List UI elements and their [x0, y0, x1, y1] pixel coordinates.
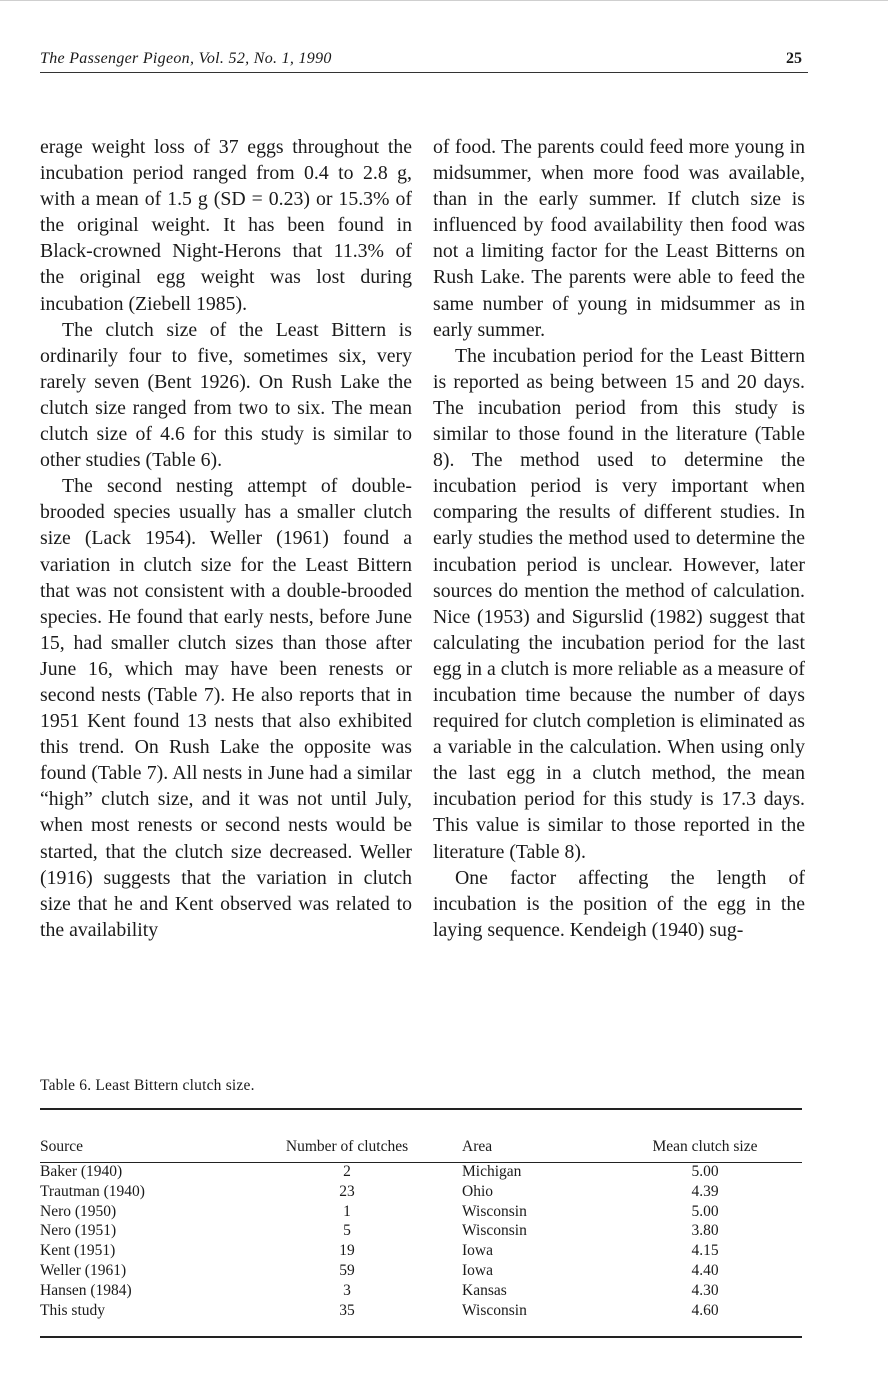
- table-row: [40, 1261, 802, 1281]
- table-caption: Table 6. Least Bittern clutch size.: [40, 1077, 255, 1094]
- cell-area: Wisconsin: [462, 1301, 527, 1319]
- cell-source: This study: [40, 1301, 106, 1319]
- column-header-mean-clutch-size: Mean clutch size: [652, 1138, 758, 1155]
- cell-source: Trautman (1940): [40, 1182, 145, 1200]
- cell-number-of-clutches: 35: [339, 1301, 355, 1319]
- cell-area: Iowa: [462, 1261, 493, 1279]
- paragraph: The incubation period for the Least Bittern is reported as being between 15 and 20 days. The incubation period from this study is similar to those found in the literature (Table 8). The method used to determine the incubation period is very important when comparing the results of different studies. In early studies the method used to determine the incubation period is unclear. However, later sources do mention the method of calculation. Nice (1953) and Sigurslid (1982) suggest that calculating the incubation period for the last egg in a clutch is more reliable as a measure of incubation time because the number of days required for clutch completion is eliminated as a variable in the calculation. When using only the last egg in a clutch method, the mean incubation period for this study is 17.3 days. This value is similar to those reported in the literature (Table 8).: [433, 344, 805, 863]
- cell-mean-clutch-size: 4.40: [691, 1261, 719, 1279]
- cell-number-of-clutches: 23: [339, 1182, 355, 1200]
- table-row: [40, 1241, 802, 1261]
- cell-number-of-clutches: 3: [343, 1281, 351, 1299]
- header-rule: [40, 72, 808, 73]
- cell-source: Kent (1951): [40, 1242, 116, 1260]
- cell-area: Kansas: [462, 1281, 507, 1299]
- column-header-number-of-clutches: Number of clutches: [285, 1138, 409, 1155]
- paragraph: erage weight loss of 37 eggs throughout the incubation period ranged from 0.4 to 2.8 g, with a mean of 1.5 g (SD = 0.23) or 15.3% of the original weight. It has been found in Black-crowned Night-Herons that 11.3% of the original egg weight was lost during incubation (Ziebell 1985).: [40, 136, 412, 315]
- page-number: 25: [786, 50, 802, 67]
- cell-area: Ohio: [462, 1182, 493, 1200]
- table-header-rule: [40, 1162, 802, 1163]
- paragraph: The clutch size of the Least Bittern is ordinarily four to five, sometimes six, very rarely seven (Bent 1926). On Rush Lake the clutch size ranged from two to six. The mean clutch size of 4.6 for this study is similar to other studies (Table 6).: [40, 318, 412, 472]
- cell-source: Baker (1940): [40, 1163, 123, 1180]
- cell-area: Wisconsin: [462, 1202, 527, 1220]
- cell-source: Hansen (1984): [40, 1281, 132, 1299]
- table-top-rule: [40, 1108, 802, 1110]
- right-text-column: [433, 134, 805, 943]
- cell-mean-clutch-size: 5.00: [691, 1163, 719, 1180]
- table-bottom-rule: [40, 1336, 802, 1338]
- cell-area: Iowa: [462, 1242, 493, 1260]
- paragraph: The second nesting attempt of double-brooded species usually has a smaller clutch size (Lack 1954). Weller (1961) found a variation in clutch size for the Least Bittern that was not consistent with a double-brooded species. He found that early nests, before June 15, had smaller clutch sizes than those after June 16, which may have been renests or second nests (Table 7). He also reports that in 1951 Kent found 13 nests that also exhibited this trend. On Rush Lake the opposite was found (Table 7). All nests in June had a similar “high” clutch size, and it was not until July, when most renests or second nests would be started, that the clutch size decreased. Weller (1916) suggests that the variation in clutch size that he and Kent observed was related to the availability: [40, 475, 412, 941]
- cell-mean-clutch-size: 4.39: [691, 1182, 719, 1200]
- cell-number-of-clutches: 59: [339, 1261, 355, 1279]
- cell-mean-clutch-size: 3.80: [691, 1222, 719, 1240]
- cell-area: Michigan: [462, 1163, 522, 1180]
- table-header-row: [40, 1137, 802, 1162]
- paragraph: of food. The parents could feed more young in midsummer, when more food was available, than in the early summer. If clutch size is influenced by food availability then food was not a limiting factor for the Least Bitterns on Rush Lake. The parents were able to feed the same number of young in midsummer as in early summer.: [433, 136, 805, 341]
- cell-number-of-clutches: 1: [343, 1202, 351, 1220]
- running-header: [40, 50, 808, 74]
- table-row: [40, 1301, 802, 1321]
- table-row: [40, 1182, 802, 1202]
- cell-source: Nero (1950): [40, 1202, 117, 1220]
- cell-mean-clutch-size: 5.00: [691, 1202, 719, 1220]
- column-header-area: Area: [462, 1138, 493, 1155]
- table-body: [40, 1162, 802, 1320]
- cell-mean-clutch-size: 4.60: [691, 1301, 719, 1319]
- journal-citation: The Passenger Pigeon, Vol. 52, No. 1, 1990: [40, 50, 332, 67]
- paragraph: One factor affecting the length of incubation is the position of the egg in the laying sequence. Kendeigh (1940) sug-: [433, 866, 805, 941]
- table-row: [40, 1221, 802, 1241]
- table-row: [40, 1202, 802, 1222]
- cell-number-of-clutches: 5: [343, 1222, 351, 1240]
- column-header-source: Source: [40, 1138, 84, 1155]
- clutch-size-table: [40, 1137, 802, 1320]
- cell-mean-clutch-size: 4.15: [691, 1242, 719, 1260]
- page-top-edge: [0, 0, 888, 1]
- cell-number-of-clutches: 19: [339, 1242, 355, 1260]
- table-row: [40, 1162, 802, 1182]
- cell-mean-clutch-size: 4.30: [691, 1281, 719, 1299]
- cell-source: Weller (1961): [40, 1261, 127, 1279]
- cell-source: Nero (1951): [40, 1222, 117, 1240]
- cell-area: Wisconsin: [462, 1222, 527, 1240]
- cell-number-of-clutches: 2: [343, 1163, 351, 1180]
- table-row: [40, 1281, 802, 1301]
- left-text-column: [40, 134, 412, 943]
